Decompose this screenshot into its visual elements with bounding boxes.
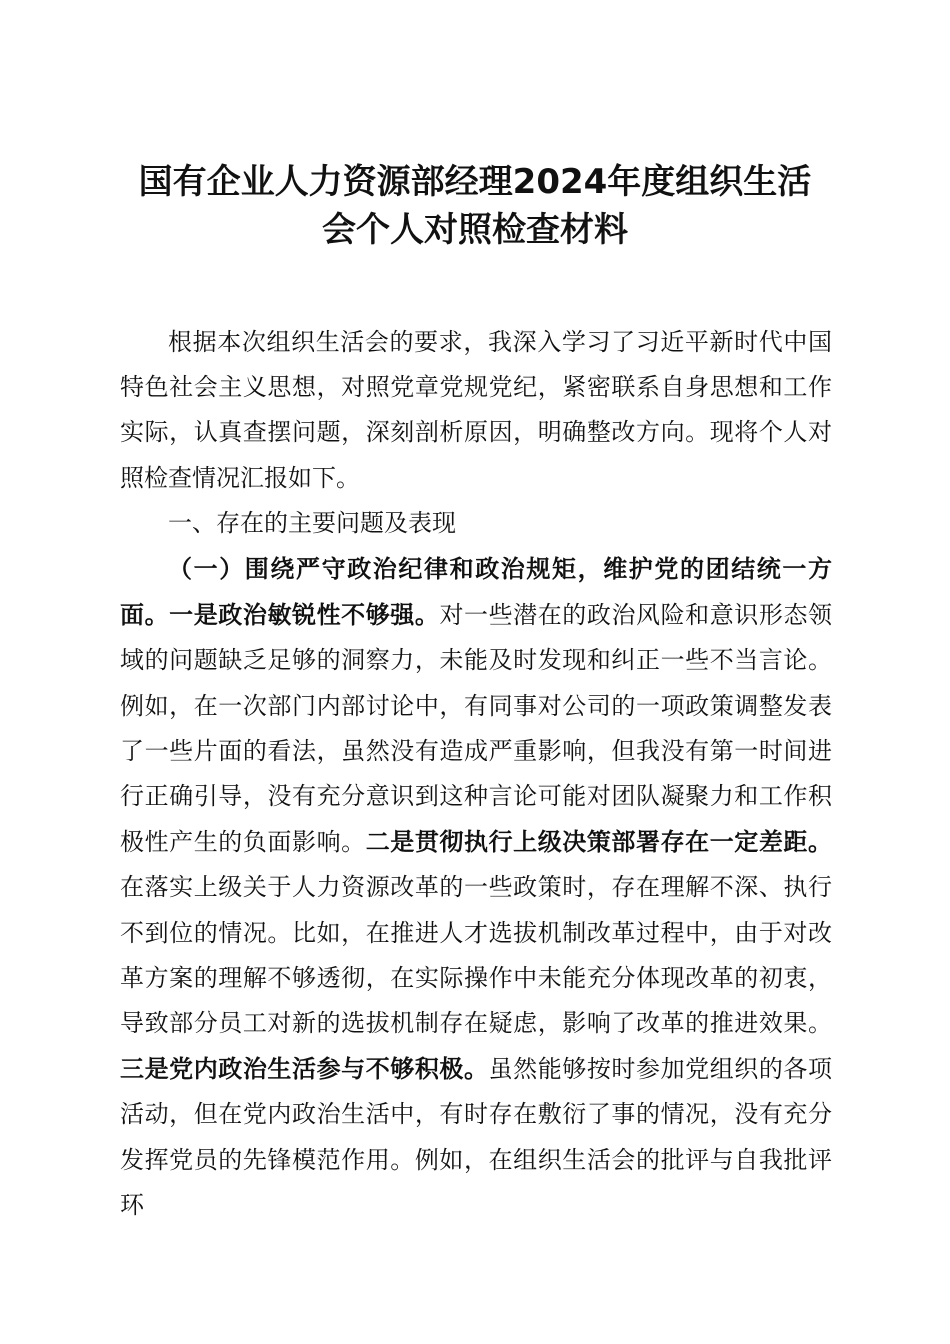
point-2-label: 二是贯彻执行上级决策部署存在一定差距。 xyxy=(365,827,833,857)
document-title xyxy=(0,158,950,254)
subsection-heading: （一）围绕严守政治纪律和政治规矩，维护党的团结统一方面。 xyxy=(120,554,832,630)
section-heading: 一、存在的主要问题及表现 xyxy=(168,508,456,537)
intro-paragraph: 根据本次组织生活会的要求，我深入学习了习近平新时代中国特色社会主义思想，对照党章党规党纪，紧密联系自身思想和工作实际，认真查摆问题，深刻剖析原因，明确整改方向。现将个人对照检查情况汇报如下。 xyxy=(120,328,832,492)
point-1-text: 对一些潜在的政治风险和意识形态领域的问题缺乏足够的洞察力，未能及时发现和纠正一些不当言论。例如，在一次部门内部讨论中，有同事对公司的一项政策调整发表了一些片面的看法，虽然没有造成严重影响，但我没有第一时间进行正确引导，没有充分意识到这种言论可能对团队凝聚力和工作积极性产生的负面影响。 xyxy=(120,601,833,857)
title-line-1: 国有企业人力资源部经理2024年度组织生活 xyxy=(138,162,812,202)
subsection-paragraph xyxy=(120,546,832,1228)
title-line-2: 会个人对照检查材料 xyxy=(322,210,628,250)
document-body xyxy=(120,320,832,1228)
point-3-text: 虽然能够按时参加党组织的各项活动，但在党内政治生活中，有时存在敷衍了事的情况，没有充分发挥党员的先锋模范作用。例如，在组织生活会的批评与自我批评环 xyxy=(120,1055,833,1219)
point-1-label: 一是政治敏锐性不够强。 xyxy=(169,600,440,630)
point-3-label: 三是党内政治生活参与不够积极。 xyxy=(120,1054,489,1084)
point-2-text: 在落实上级关于人力资源改革的一些政策时，存在理解不深、执行不到位的情况。比如，在推进人才选拔机制改革过程中，由于对改革方案的理解不够透彻，在实际操作中未能充分体现改革的初衷，导致部分员工对新的选拔机制存在疑虑，影响了改革的推进效果。 xyxy=(120,873,832,1038)
